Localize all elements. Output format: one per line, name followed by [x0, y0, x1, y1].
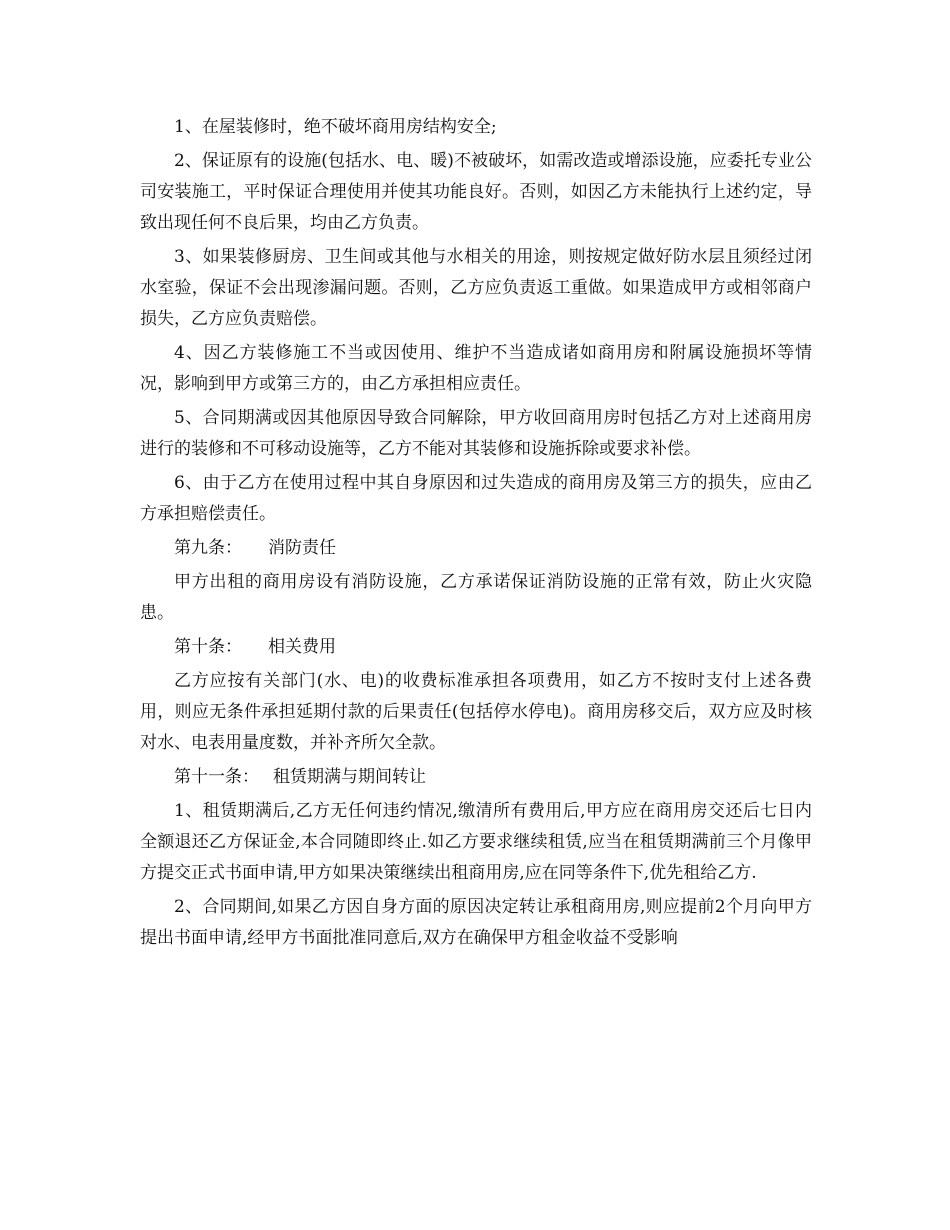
clause-paragraph: 2、合同期间,如果乙方因自身方面的原因决定转让承租商用房,则应提前2个月向甲方提出书面申请,经甲方书面批准同意后,双方在确保甲方租金收益不受影响 [140, 897, 812, 948]
clause-paragraph: 甲方出租的商用房设有消防设施，乙方承诺保证消防设施的正常有效，防止火灾隐患。 [140, 572, 812, 623]
clause-paragraph: 3、如果装修厨房、卫生间或其他与水相关的用途，则按规定做好防水层且须经过闭水室验，保证不会出现渗漏问题。否则，乙方应负责返工重做。如果造成甲方或相邻商户损失，乙方应负责赔偿。 [140, 247, 812, 329]
article-number: 第九条： [174, 538, 242, 558]
article-heading-10 [140, 632, 812, 663]
clause-paragraph: 2、保证原有的设施(包括水、电、暖)不被破坏，如需改造或增添设施，应委托专业公司安装施工，平时保证合理使用并使其功能良好。否则，如因乙方未能执行上述约定，导致出现任何不良后果，均由乙方负责。 [140, 151, 812, 233]
article-title: 消防责任 [268, 538, 336, 558]
article-heading-11 [140, 762, 812, 793]
article-heading-9 [140, 533, 812, 564]
clause-paragraph: 1、在屋装修时，绝不破坏商用房结构安全; [174, 117, 497, 137]
article-number: 第十条： [174, 637, 242, 657]
article-title: 租赁期满与期间转让 [273, 767, 426, 787]
clause-paragraph: 4、因乙方装修施工不当或因使用、维护不当造成诸如商用房和附属设施损坏等情况，影响到甲方或第三方的，由乙方承担相应责任。 [140, 343, 812, 394]
article-number: 第十一条： [174, 767, 259, 787]
document-page [140, 112, 812, 957]
article-title: 相关费用 [268, 637, 336, 657]
clause-paragraph: 6、由于乙方在使用过程中其自身原因和过失造成的商用房及第三方的损失，应由乙方承担赔偿责任。 [140, 473, 812, 524]
clause-paragraph: 1、租赁期满后,乙方无任何违约情况,缴清所有费用后,甲方应在商用房交还后七日内全额退还乙方保证金,本合同随即终止.如乙方要求继续租赁,应当在租赁期满前三个月像甲方提交正式书面申请,甲方如果决策继续出租商用房,应在同等条件下,优先租给乙方. [140, 801, 812, 883]
clause-paragraph: 5、合同期满或因其他原因导致合同解除，甲方收回商用房时包括乙方对上述商用房进行的装修和不可移动设施等，乙方不能对其装修和设施拆除或要求补偿。 [140, 408, 812, 459]
clause-paragraph: 乙方应按有关部门(水、电)的收费标准承担各项费用，如乙方不按时支付上述各费用，则应无条件承担延期付款的后果责任(包括停水停电)。商用房移交后，双方应及时核对水、电表用量度数，并补齐所欠全款。 [140, 671, 812, 753]
